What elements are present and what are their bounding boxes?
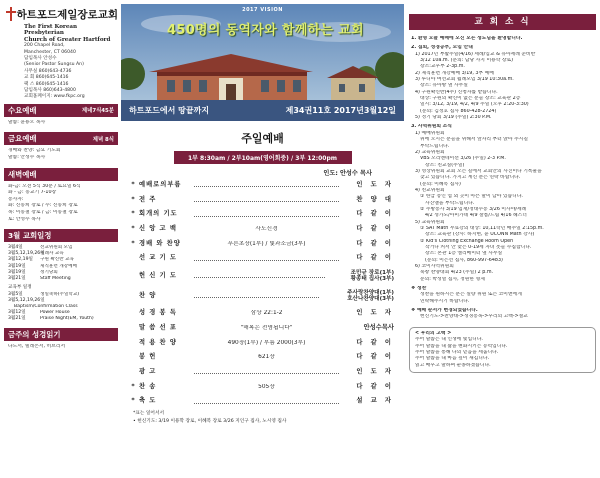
banner-footer bbox=[121, 100, 404, 121]
vision-slogan: 450명의 동역자와 함께하는 교회 bbox=[167, 23, 364, 38]
worship-leader: 인도: 안성수 목사 bbox=[323, 170, 372, 177]
worship-title: 주일예배 bbox=[241, 132, 284, 145]
service-item: * 경배 와 찬양 푸른초장(1부) / 빛과소금(3부) 다 같 이 bbox=[131, 239, 394, 247]
news-line: 4) 친교위원회 bbox=[415, 187, 445, 193]
news-line: 장소: 친교실(주일) bbox=[425, 162, 465, 168]
order-of-service bbox=[127, 178, 398, 409]
news-line: ❖ 성찬 bbox=[411, 286, 427, 292]
news-line: ② 주방봉사 3/19 임재/정대수봉 3/26 이사야/세례 bbox=[420, 206, 527, 212]
news-line: 연락해주시기 바랍니다. bbox=[420, 298, 470, 304]
confession-line: 읽고 배우고 말하며 순종하겠습니다. bbox=[415, 362, 491, 368]
confession-line: 주어 말씀을 통해 나의 믿음을 세웁니다. bbox=[415, 350, 499, 355]
service-item: * 예배로의부름 인 도 자 bbox=[131, 181, 394, 189]
news-line: 장소: 교육관 (강사: 하지현, 윤 UCONN Math 강사) bbox=[425, 232, 535, 238]
left-column bbox=[4, 4, 118, 474]
news-line: 찾고 있습니다. 가지고 계신 분은 연락 바랍니다. bbox=[420, 175, 521, 181]
church-name-english: The First Korean Presbyterian Church of Greater Hartford bbox=[24, 24, 111, 43]
service-item: 찬 양 주사랑찬양대(1부) 호산나찬양대(3부) bbox=[139, 289, 394, 303]
worship-times: 1부 8:30am / 2부10am(영어회중) / 3부 12:00pm bbox=[174, 151, 352, 164]
news-line: 2) 제직훈련 개강예배 3/19, 3부 예배 bbox=[415, 70, 494, 76]
section-body: 다도서, 빌레몬서, 히브리서 bbox=[4, 341, 118, 354]
news-line: ① 한급 봉인 업 외 곳이 아픈 말이 남아 있습니다. bbox=[420, 194, 523, 200]
section-body: 경배와 찬양: 금요 기도회 말씀: 안성수 목사 bbox=[4, 145, 118, 164]
news-line: ② Kid's Clothing Exchange Room Open bbox=[420, 238, 514, 244]
news-line: 1) 2017년 부활주일(4/16) 세례/입교 & 유아세례 준비반 bbox=[415, 51, 536, 57]
dawn-worship-section bbox=[4, 168, 118, 227]
news-line: (문의: 이은선 집사, 860-997-6483) bbox=[425, 257, 503, 263]
schedule-row: 3월19일 제직훈련 개강예배 bbox=[8, 263, 77, 269]
news-line: 4) 구원확신반(4주) 신청자를 받습니다. bbox=[415, 89, 498, 95]
service-item: 광 고 인 도 자 bbox=[139, 367, 394, 375]
news-line: 1) 예배위원회 bbox=[415, 130, 445, 136]
confession-line: 주어 말씀은 내 인생에 빛입니다. bbox=[415, 337, 483, 343]
schedule-row: 3월4일 선교위원회 모임 bbox=[8, 245, 73, 251]
news-line: 3. 사역위원회 소식 bbox=[411, 124, 452, 130]
service-item: 적 용 찬 양 490장(1부) / 부름 2000(3부) 다 같 이 bbox=[139, 338, 394, 346]
news-line: ① SAT Math 무료강의 대상: 10,11학년 매주일 2:15p.m. bbox=[420, 225, 544, 231]
section-header: 새벽예배 bbox=[4, 168, 118, 181]
news-line: (문의: 이혜복 집사) bbox=[420, 181, 461, 187]
news-line: ❖ 예배 순서가 변경되었습니다. bbox=[411, 308, 478, 314]
section-header: 금요예배 제녁 8식 bbox=[4, 132, 118, 145]
section-header: 3월 교회일정 bbox=[4, 229, 118, 242]
section-body: 화-금: 오전 5식 30분 / 토요일 6식 화 - 금: 동교기 7-10장 봉사자: 화: 신동희 장로 / 수: 신동희 장로 목: 이동철 장로 / 금: 이동철 장로 토: 안성수 목사 bbox=[4, 181, 118, 227]
schedule-row: 3월19일 정기당회 bbox=[8, 269, 58, 275]
middle-column bbox=[121, 4, 404, 474]
news-line: 2. 집회, 성경공부, 모임 안내 bbox=[411, 45, 473, 51]
news-line: 일시: 3/12, 3/19, 4/2, 4/9 주일 (오후 2:20-3:30) bbox=[420, 102, 529, 108]
news-line: 대상: 구원의 확신이 없는 분들 장소: 교육관 2층 bbox=[420, 96, 521, 102]
news-line: 2) 교육위원회 bbox=[415, 149, 445, 155]
education-schedule-heading: 교육부 일정 bbox=[8, 284, 32, 290]
bible-reading-section bbox=[4, 328, 118, 354]
service-item: * 축 도 설 교 자 bbox=[131, 397, 394, 405]
news-line: 장소: 유아방 옆 사무실 bbox=[420, 83, 468, 89]
news-line: 6) 코이사역위원회 bbox=[415, 264, 454, 270]
vision-banner bbox=[121, 4, 404, 121]
schedule-row: 3월12,19일 구원 확신반 교육 bbox=[8, 257, 74, 263]
schedule-row: 3월5,12,19,26일 세례자 교육 bbox=[8, 251, 64, 257]
schedule-row: 3월12일 Power House bbox=[8, 310, 70, 316]
service-item: * 신 앙 고 백 사도신경 다 같 이 bbox=[131, 225, 394, 233]
service-item: 성 경 봉 독 삼상 22:1-2 인 도 자 bbox=[139, 309, 394, 317]
news-line: 3) 루디아 여선교회 월례모임 3/19 10:30a.m. bbox=[415, 77, 514, 83]
worship-notes: *표는 일어서서 • 헌신기도: 3/19 이용학 장로, 이혜복 장로 3/26 지인구 집사, 노시영 집사 bbox=[133, 410, 287, 425]
service-item: 헌 신 기 도 조민규 장로(1부) 황종태 집사(3부) bbox=[139, 269, 394, 283]
wednesday-worship-section bbox=[4, 104, 118, 130]
church-header bbox=[4, 4, 118, 24]
news-line: 장소: 본관 1층 엘리베이터 옆 사무실 bbox=[425, 251, 503, 257]
friday-worship-section bbox=[4, 132, 118, 164]
confession-line: 주어 말씀을 내 삶을 변화시키는 능력입니다. bbox=[415, 343, 508, 349]
service-item: * 회개의 기도 다 같 이 bbox=[131, 210, 394, 218]
church-address: 200 Chapel Road, Manchester, CT 06040 담임목사 안성수 (Senior Pastor Sungsu An) 사무실 860)643-4736 교 회 860)645-1416 팩 스 860)645-1416 담임목사 860)643-4800 교회홈페이지: www.fkpc.org bbox=[24, 43, 85, 100]
church-cross-logo-icon bbox=[4, 6, 14, 22]
church-name-korean: 하트포드제일장로교회 bbox=[16, 8, 118, 21]
news-line: 5) 정기 당회 3/19 (주일) 2:30 P.M. bbox=[415, 115, 492, 121]
news-line: 부탁드립니다. bbox=[420, 143, 450, 149]
news-line: 3/12 10a.m. (문의: 담당 사지 이용학 장로) bbox=[420, 58, 514, 64]
news-line: 4/2 성가노/아미가네 4/9 살롬/드림 4/16 헤스더 bbox=[425, 213, 527, 219]
schedule-row: Baptism/Confirmation Class bbox=[14, 304, 78, 310]
issue-info: 제34권11호 2017년3월12일 bbox=[285, 106, 396, 115]
vision-year: 2017 VISION bbox=[242, 7, 283, 13]
section-body: 말씀: 윤용오 목사 bbox=[4, 117, 118, 130]
news-line: 위에 오시는 분들을 위해서 앞자리 부터 앉아 주시길 bbox=[420, 137, 528, 143]
right-column bbox=[409, 4, 596, 474]
church-news-title: 교 회 소 식 bbox=[409, 14, 596, 30]
news-line: 1. 환영 오늘 예배에 오신 모든 성도님을 환영합니다. bbox=[411, 36, 523, 41]
section-header: 금주의 성경읽기 bbox=[4, 328, 118, 341]
confession-line: 주어 말씀을 내 마음 깊이 새깁니다. bbox=[415, 356, 490, 362]
news-line: 작거나 커서 안 맞는 0-19세 자녀 옷들 수집합니다. bbox=[425, 245, 532, 250]
news-line: (문의: 김정호 집사 860-428-2724) bbox=[420, 108, 497, 114]
church-news-list bbox=[409, 36, 596, 321]
news-line: 성찬을 원하시는 분은 실량 위원 또는 코이앤에게 bbox=[420, 292, 522, 298]
news-line: 5) 교육위원회 bbox=[415, 219, 445, 225]
service-item: * 전 주 찬 양 대 bbox=[131, 195, 394, 203]
worship-order bbox=[121, 130, 404, 427]
schedule-row: 3월21일 Staff Meeting bbox=[8, 275, 71, 281]
schedule-row: 3월5일 생일축하(주일학교) bbox=[8, 291, 80, 297]
news-line: 장소:교우부 2-3p.m. bbox=[420, 64, 465, 70]
news-line: 북창 찬양대회 4/23 (주일) 2 p.m. bbox=[420, 270, 494, 276]
news-line: VBS 오리엔테이션 3/26 (주일) 2-3 P.M. bbox=[420, 156, 506, 162]
our-confession-box bbox=[409, 327, 596, 373]
news-line: 사진앨을 부탁드립니다. bbox=[425, 200, 475, 206]
confession-title: < 우리의 고백 > bbox=[415, 330, 452, 336]
service-item: 선 교 기 도 다 같 이 bbox=[139, 254, 394, 262]
schedule-row: 3월21일 Praise Night(EM, Youth) bbox=[8, 316, 94, 322]
banner-motto: 하트포드에서 땅끝까지 bbox=[129, 106, 210, 115]
schedule-list bbox=[4, 242, 118, 325]
news-line: 3) 영상위원회 교회 오는 길에서 교회안의 사진이나 기록물을 bbox=[415, 168, 542, 174]
news-line: 헌신기도->찬양대->성경봉독->우리의 고백->설교 bbox=[420, 314, 528, 320]
service-item: * 찬 송 505장 다 같 이 bbox=[131, 382, 394, 390]
church-schedule-section bbox=[4, 229, 118, 325]
news-line: 문의: 박성열 집사, 정원한 형제 bbox=[420, 276, 485, 282]
schedule-row: 3월5,12,19,26일 bbox=[8, 297, 45, 303]
section-header: 수요예배 제네7식45분 bbox=[4, 104, 118, 117]
service-item: 봉 헌 621장 다 같 이 bbox=[139, 353, 394, 361]
service-item: 말 씀 선 포 "해복은 전염됩니다" 안성수목사 bbox=[139, 323, 394, 331]
